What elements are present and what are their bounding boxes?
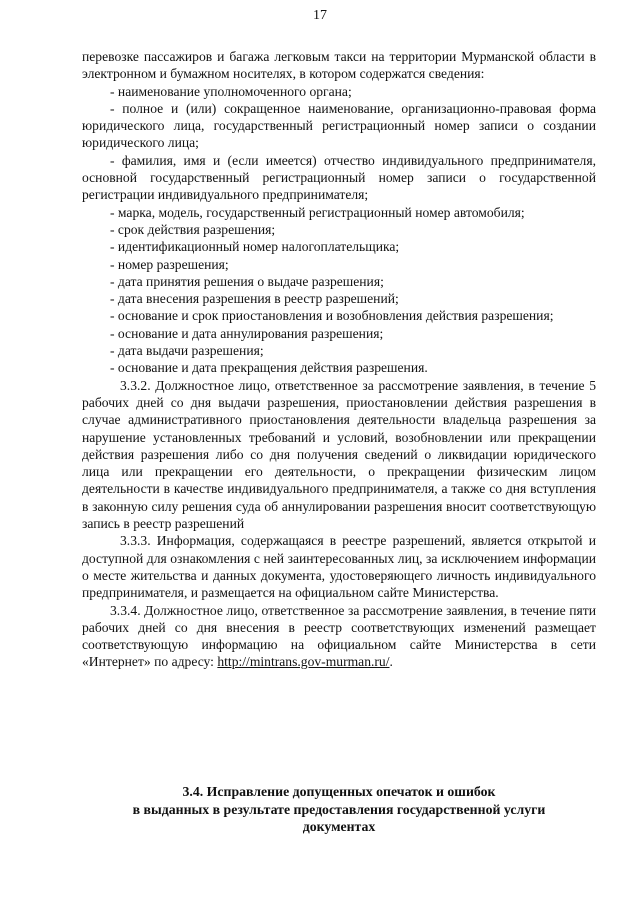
list-item: - фамилия, имя и (если имеется) отчество индивидуального предпринимателя, основной государственный регистрационный номер записи о государственной регистрации индивидуального предпринимателя;	[82, 152, 596, 203]
paragraph-3-3-4-end: .	[389, 654, 393, 670]
list-item: - дата принятия решения о выдаче разрешения;	[110, 273, 384, 289]
section-heading-line: в выданных в результате предоставления государственной услуги	[132, 801, 546, 817]
page-number: 17	[313, 8, 327, 23]
list-item: - полное и (или) сокращенное наименование, организационно-правовая форма юридического лица, государственный регистрационный номер записи о создании юридического лица;	[82, 100, 596, 151]
paragraph-3-3-4-text: 3.3.4. Должностное лицо, ответственное за рассмотрение заявления, в течение пяти рабочих дней со дня внесения в реестр соответствующих изменений размещает соответствующую информацию на официальном сайте Министерства в сети «Интернет» по адресу:	[82, 602, 596, 670]
list-item: - дата внесения разрешения в реестр разрешений;	[110, 291, 399, 307]
list-item: - номер разрешения;	[110, 256, 229, 272]
paragraph-3-3-3: 3.3.3. Информация, содержащаяся в реестре разрешений, является открытой и доступной для ознакомления с ней заинтересованных лиц, за исключением информации о месте жительства и данных документа, удостоверяющего личность индивидуального предпринимателя, и размещается на официальном сайте Министерства.	[82, 533, 596, 601]
section-heading	[82, 783, 596, 836]
section-heading-line: 3.4. Исправление допущенных опечаток и ошибок	[182, 784, 496, 799]
paragraph-3-3-2: 3.3.2. Должностное лицо, ответственное за рассмотрение заявления, в течение 5 рабочих дней со дня выдачи разрешения, приостановлении действия разрешения в случае административного приостановления деятельности владельца разрешения за нарушение установленных требований и условий, возобновлении или прекращении действия разрешения либо со дня получения сведений о ликвидации юридического лица или прекращении его деятельности, о прекращении физическим лицом деятельности в качестве индивидуального предпринимателя, а также со дня вступления в законную силу решения суда об аннулировании разрешения вносит соответствующую запись в реестр разрешений	[82, 377, 596, 532]
paragraph-3-3-4	[82, 602, 596, 671]
ministry-website-link[interactable]: http://mintrans.gov-murman.ru/	[217, 654, 390, 670]
list-item: - основание и срок приостановления и возобновления действия разрешения;	[110, 308, 554, 324]
list-item: - наименование уполномоченного органа;	[110, 83, 352, 99]
list-item: - марка, модель, государственный регистрационный номер автомобиля;	[110, 204, 525, 220]
section-heading-line: документах	[302, 819, 376, 834]
paragraph: перевозке пассажиров и багажа легковым такси на территории Мурманской области в электронном и бумажном носителях, в котором содержатся сведения:	[82, 49, 596, 82]
list-item: - основание и дата аннулирования разрешения;	[110, 325, 384, 341]
document-body	[82, 48, 596, 671]
list-item: - идентификационный номер налогоплательщика;	[110, 239, 400, 255]
list-item: - основание и дата прекращения действия разрешения.	[110, 360, 428, 376]
list-item: - срок действия разрешения;	[110, 221, 276, 237]
list-item: - дата выдачи разрешения;	[110, 343, 264, 359]
